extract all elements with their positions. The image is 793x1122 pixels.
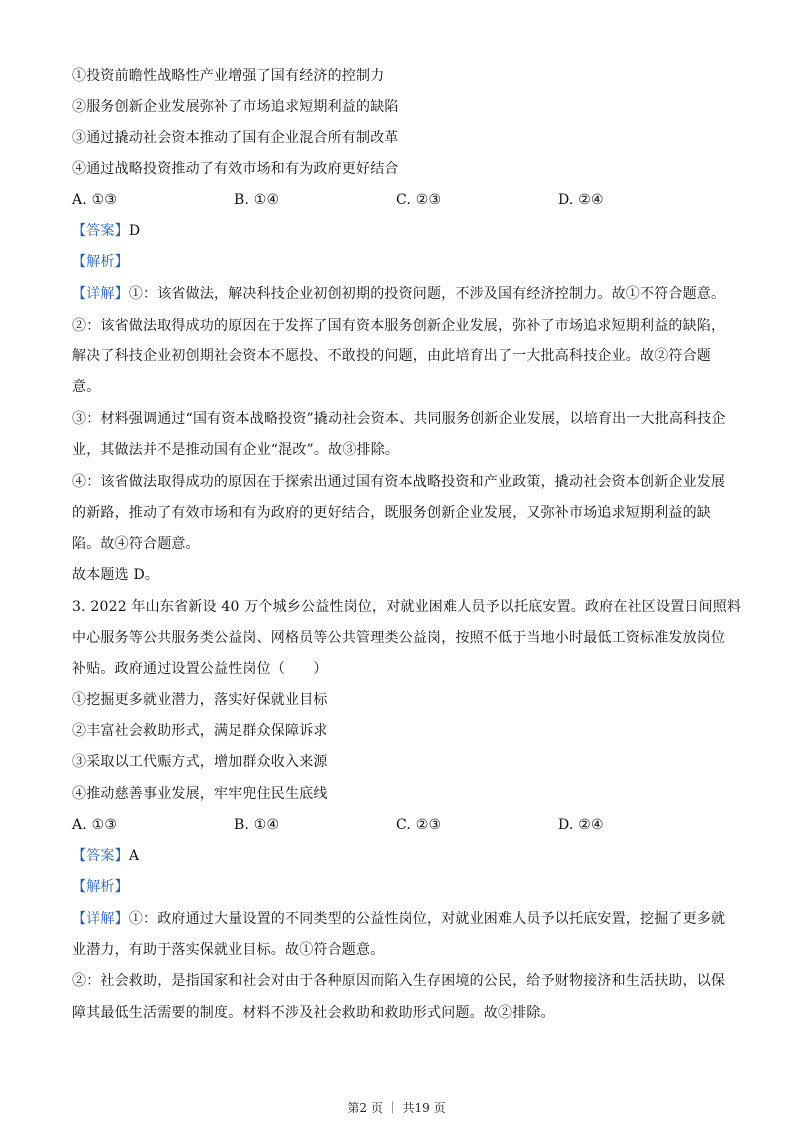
detail-text: ①：该省做法，解决科技企业初创初期的投资问题，不涉及国有经济控制力。故①不符合题意。 xyxy=(128,286,726,302)
q2-detail-line-4: 意。 xyxy=(72,379,101,395)
q2-detail-line-2: ②：该省做法取得成功的原因在于发挥了国有资本服务创新企业发展，弥补了市场追求短期利益的缺陷， xyxy=(72,318,726,334)
answer-tag: 【答案】 xyxy=(72,848,129,864)
answer-value: A xyxy=(128,848,140,864)
q2-detail-line-3: 解决了科技企业初创期社会资本不愿投、不敢投的问题，由此培育出了一大批高科技企业。故②符合题 xyxy=(72,348,711,364)
q3-statement-3: ③采取以工代赈方式，增加群众收入来源 xyxy=(72,754,328,770)
q3-detail-line-1 xyxy=(72,909,726,929)
q2-conclusion: 故本题选 D。 xyxy=(72,567,160,583)
q2-statement-4: ④通过战略投资推动了有效市场和有为政府更好结合 xyxy=(72,161,399,177)
q2-detail-line-8: 的新路，推动了有效市场和有为政府的更好结合，既服务创新企业发展，又弥补市场追求短期利益的缺 xyxy=(72,505,711,521)
detail-text: ①：政府通过大量设置的不同类型的公益性岗位，对就业困难人员予以托底安置，挖掘了更多就 xyxy=(128,911,726,927)
q3-stem-line-3: 补贴。政府通过设置公益性岗位（ ） xyxy=(72,661,328,677)
q3-option-c: C. ②③ xyxy=(396,817,442,833)
q2-detail-line-9: 陷。故④符合题意。 xyxy=(72,536,200,552)
q3-stem-line-2: 中心服务等公共服务类公益岗、网格员等公共管理类公益岗，按照不低于当地小时最低工资标准发放岗位 xyxy=(72,630,726,646)
detail-tag: 【详解】 xyxy=(72,911,129,927)
q2-detail-line-6: 业，其做法并不是推动国有企业“混改”。故③排除。 xyxy=(72,442,400,458)
q2-option-b: B. ①④ xyxy=(234,192,280,208)
q3-detail-line-4: 障其最低生活需要的制度。材料不涉及社会救助和救助形式问题。故②排除。 xyxy=(72,1005,555,1021)
q3-detail-line-3: ②：社会救助，是指国家和社会对由于各种原因而陷入生存困境的公民，给予财物接济和生活扶助，以保 xyxy=(72,973,726,989)
q2-options xyxy=(72,190,722,210)
q3-statement-1: ①挖掘更多就业潜力，落实好保就业目标 xyxy=(72,692,328,708)
q3-option-b: B. ①④ xyxy=(234,817,280,833)
q2-option-a: A. ①③ xyxy=(72,192,118,208)
answer-value: D xyxy=(128,223,141,239)
q3-options xyxy=(72,815,722,835)
q2-statement-1: ①投资前瞻性战略性产业增强了国有经济的控制力 xyxy=(72,68,385,84)
q3-detail-line-2: 业潜力，有助于落实保就业目标。故①符合题意。 xyxy=(72,942,385,958)
q2-detail-line-5: ③：材料强调通过“国有资本战略投资”撬动社会资本、共同服务创新企业发展，以培育出一大批高科技企 xyxy=(72,411,726,427)
q2-statement-3: ③通过撬动社会资本推动了国有企业混合所有制改革 xyxy=(72,130,399,146)
answer-tag: 【答案】 xyxy=(72,223,129,239)
q3-option-a: A. ①③ xyxy=(72,817,118,833)
q3-statement-2: ②丰富社会救助形式，满足群众保障诉求 xyxy=(72,723,328,739)
q3-analysis-tag: 【解析】 xyxy=(72,879,129,895)
q2-detail-line-7: ④：该省做法取得成功的原因在于探索出通过国有资本战略投资和产业政策，撬动社会资本创新企业发展 xyxy=(72,474,726,490)
q2-answer xyxy=(72,221,722,241)
q2-statement-2: ②服务创新企业发展弥补了市场追求短期利益的缺陷 xyxy=(72,99,399,115)
q2-analysis-tag: 【解析】 xyxy=(72,254,129,270)
detail-tag: 【详解】 xyxy=(72,286,129,302)
q3-stem-line-1: 3. 2022 年山东省新设 40 万个城乡公益性岗位，对就业困难人员予以托底安置。政府在社区设置日间照料 xyxy=(72,599,742,615)
q2-option-d: D. ②④ xyxy=(558,192,604,208)
q3-answer xyxy=(72,846,722,866)
q2-detail-line-1 xyxy=(72,284,726,304)
q3-option-d: D. ②④ xyxy=(558,817,604,833)
q2-option-c: C. ②③ xyxy=(396,192,442,208)
page-footer: 第2 页 ｜ 共19 页 xyxy=(347,1101,446,1115)
q3-statement-4: ④推动慈善事业发展，牢牢兜住民生底线 xyxy=(72,786,328,802)
